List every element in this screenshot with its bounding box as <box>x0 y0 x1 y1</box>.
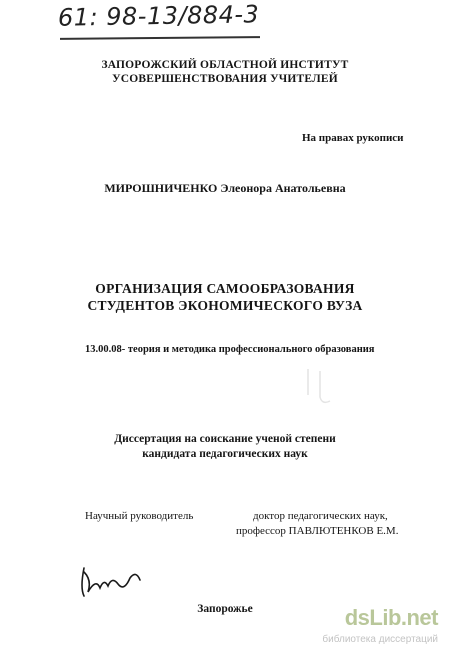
watermark-logo: dsLib.net <box>344 605 438 630</box>
faint-pencil-mark <box>300 365 340 410</box>
degree-line-1: Диссертация на соискание ученой степени <box>114 433 336 445</box>
degree-statement <box>0 432 450 462</box>
supervisor-name: профессор ПАВЛЮТЕНКОВ Е.М. <box>236 525 399 537</box>
watermark-caption: библиотека диссертаций <box>322 634 438 645</box>
city: Запорожье <box>197 603 253 615</box>
handwritten-signature <box>78 562 148 602</box>
author-name: МИРОШНИЧЕНКО Элеонора Анатольевна <box>104 181 346 195</box>
specialty-code: 13.00.08- теория и методика профессионального образования <box>85 344 375 355</box>
dissertation-title <box>0 280 450 314</box>
institute-line-1: ЗАПОРОЖСКИЙ ОБЛАСТНОЙ ИНСТИТУТ <box>101 59 349 71</box>
supervisor-label: Научный руководитель <box>85 510 194 522</box>
title-line-2: СТУДЕНТОВ ЭКОНОМИЧЕСКОГО ВУЗА <box>87 298 363 313</box>
library-catalog-code: 61: 98-13/884-3 <box>57 0 260 32</box>
catalog-code-underline <box>60 36 260 40</box>
supervisor-degree: доктор педагогических наук, <box>253 510 388 522</box>
degree-line-2: кандидата педагогических наук <box>142 448 308 460</box>
institute-line-2: УСОВЕРШЕНСТВОВАНИЯ УЧИТЕЛЕЙ <box>112 73 338 85</box>
dslib-watermark <box>322 605 450 652</box>
institute-name <box>0 58 450 86</box>
title-line-1: ОРГАНИЗАЦИЯ САМООБРАЗОВАНИЯ <box>95 281 355 296</box>
rights-note: На правах рукописи <box>302 132 404 144</box>
